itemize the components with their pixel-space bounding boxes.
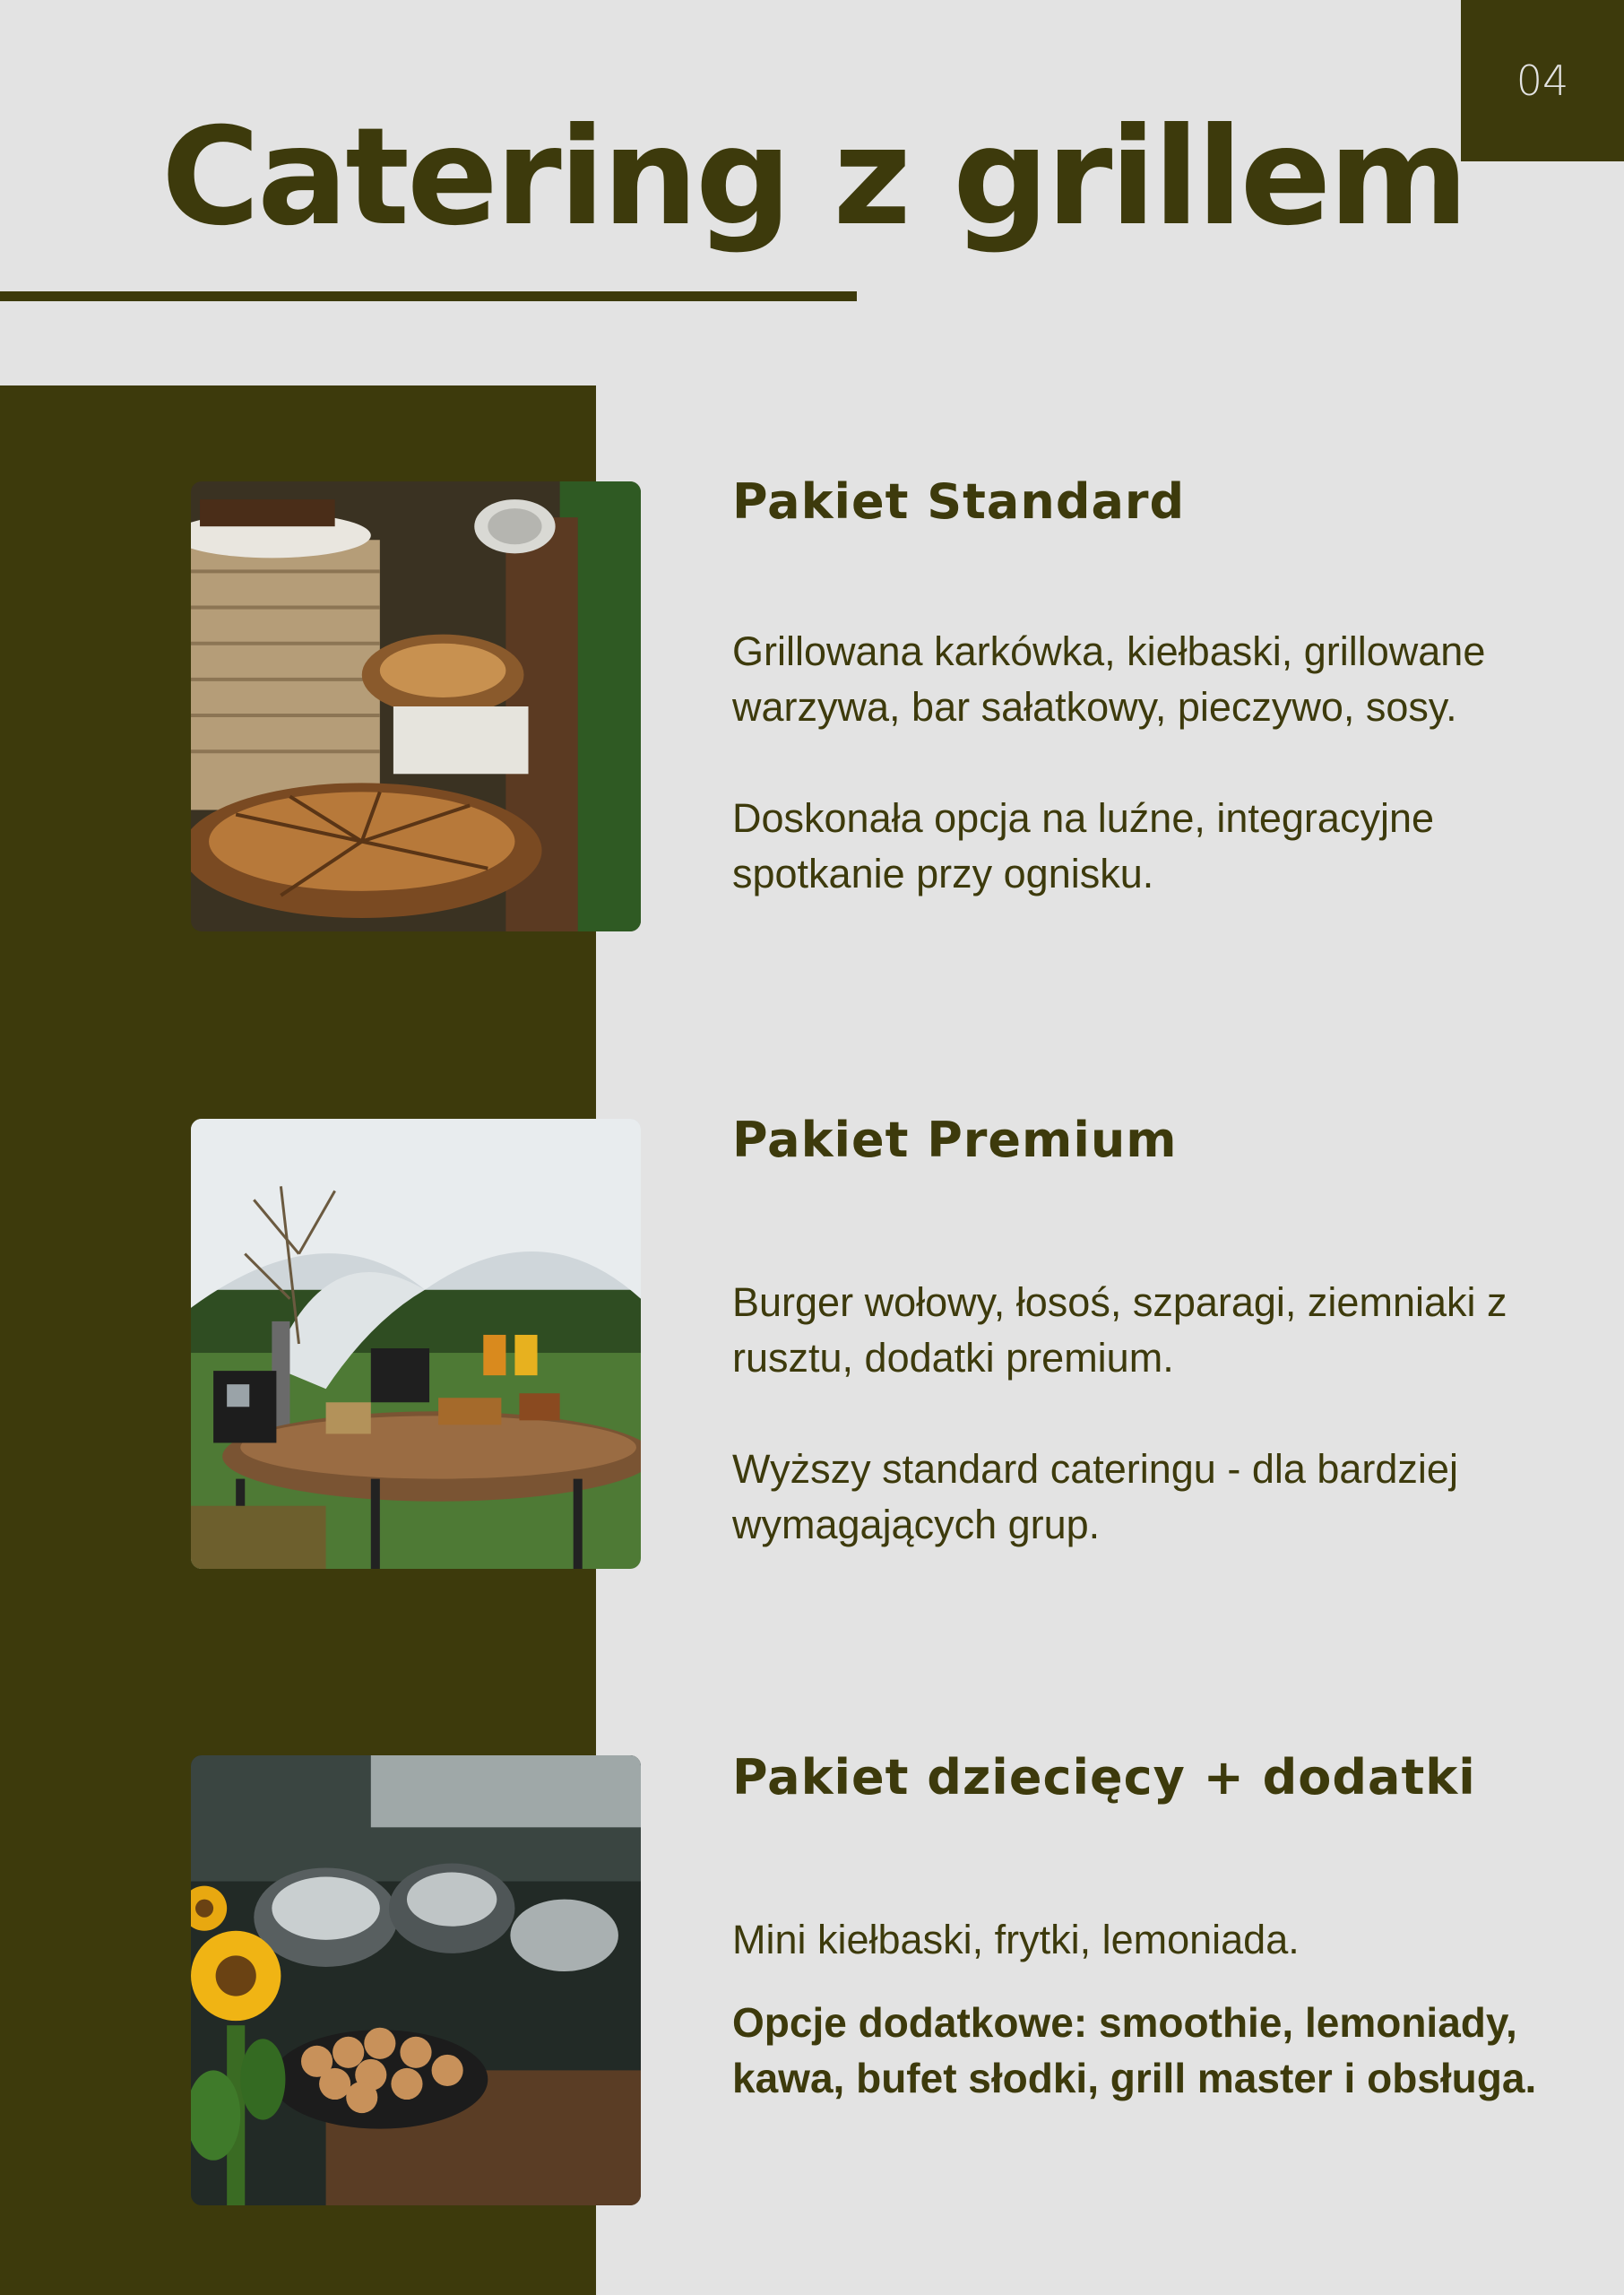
title-underline <box>0 291 857 301</box>
tent-buffet-image <box>191 1119 641 1569</box>
package-description: Burger wołowy, łosoś, szparagi, ziemniaki z rusztu, dodatki premium. <box>732 1279 1507 1381</box>
page-number: 04 <box>1516 56 1569 105</box>
package-description: Grillowana karkówka, kiełbaski, grillowane warzywa, bar sałatkowy, pieczywo, sosy. <box>732 628 1486 730</box>
package-note: Wyższy standard cateringu - dla bardziej wymagających grup. <box>732 1446 1458 1547</box>
page-title: Catering z grillem <box>161 100 1466 255</box>
kids-package-photo <box>191 1755 641 2205</box>
package-title: Pakiet dziecięcy + dodatki <box>732 1749 1476 1806</box>
package-standard <box>732 466 1539 902</box>
page-number-badge <box>1461 0 1624 161</box>
package-note: Doskonała opcja na luźne, integracyjne spotkanie przy ognisku. <box>732 795 1434 896</box>
standard-package-photo <box>191 481 641 931</box>
package-kids <box>732 1742 1539 2106</box>
pies-buffet-image <box>191 481 641 931</box>
package-description: Mini kiełbaski, frytki, lemoniada. <box>732 1917 1300 1962</box>
package-title: Pakiet Premium <box>732 1112 1178 1168</box>
premium-package-photo <box>191 1119 641 1569</box>
package-premium <box>732 1104 1539 1553</box>
package-title: Pakiet Standard <box>732 473 1186 530</box>
package-extras: Opcje dodatkowe: smoothie, lemoniady, kawa, bufet słodki, grill master i obsługa. <box>732 1999 1537 2101</box>
chafing-dishes-image <box>191 1755 641 2205</box>
